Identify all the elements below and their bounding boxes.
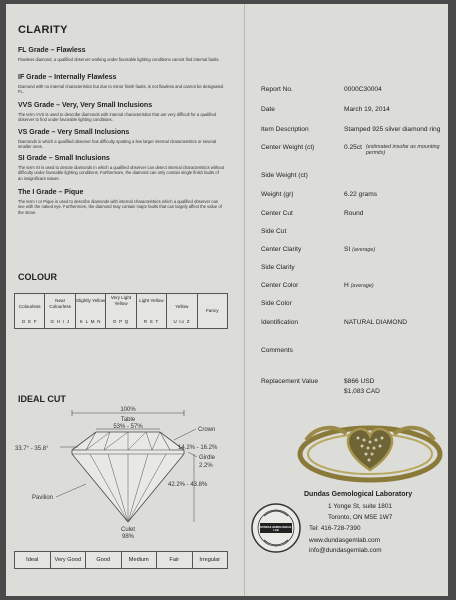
- colour-label: Yellow: [175, 304, 189, 309]
- clarity-desc-if: Diamond with no internal characteristics but due to minor finish faults, is not flawless and cannot be designated FL.: [18, 84, 224, 95]
- report-value: Round: [344, 210, 364, 217]
- clarity-grade-i: The I Grade – Pique: [18, 189, 84, 196]
- ideal-cut-diagram: [10, 404, 236, 544]
- colour-range: O P Q: [112, 319, 130, 324]
- report-label: Center Color: [261, 282, 299, 289]
- lab-name: Dundas Gemological Laboratory: [304, 491, 413, 498]
- ring-photo: [296, 410, 444, 486]
- lab-address-1: 1 Yonge St, suite 1801: [328, 503, 392, 510]
- colour-title: COLOUR: [18, 272, 57, 282]
- pavilion-label: Pavilion: [32, 495, 54, 501]
- clarity-grade-if: IF Grade – Internally Flawless: [18, 74, 117, 81]
- lab-address-2: Toronto, ON M5E 1W7: [328, 514, 393, 521]
- clarity-grade-fl: FL Grade – Flawless: [18, 47, 86, 54]
- colour-scale-table: [14, 293, 228, 329]
- colour-range: G H I J: [50, 319, 70, 324]
- cut-grade-table: [14, 551, 228, 569]
- colour-range: U to Z: [173, 319, 191, 324]
- girdle-label: Girdle: [199, 455, 216, 461]
- report-label: Date: [261, 106, 275, 113]
- cut-grade-cell: Irregular: [199, 556, 221, 563]
- lab-website: www.dundasgemlab.com: [309, 537, 381, 544]
- table-label: Table: [120, 417, 136, 423]
- heart-icon: [348, 429, 392, 470]
- center-color-value: H: [344, 282, 349, 289]
- lab-phone: Tel: 416-728-7390: [309, 525, 361, 532]
- colour-label: Fancy: [205, 308, 219, 313]
- report-label: Side Color: [261, 300, 292, 307]
- total-width-label: 100%: [120, 407, 136, 413]
- report-value-cad: $1,083 CAD: [344, 388, 380, 395]
- report-label: Center Weight (ct): [261, 144, 315, 151]
- report-label: Side Clarity: [261, 264, 295, 271]
- colour-range: K L M N: [79, 319, 102, 324]
- colour-cell: [137, 294, 167, 328]
- report-value: NATURAL DIAMOND: [344, 319, 408, 326]
- report-value: 0000C30004: [344, 86, 382, 93]
- crown-label: Crown: [198, 427, 216, 433]
- colour-cell: [106, 294, 136, 328]
- center-clarity-note: (average): [352, 247, 376, 253]
- center-weight-note: (estimated insofar as mounting permits): [365, 144, 440, 156]
- pavilion-depth-label: 42.2% - 43.8%: [168, 482, 208, 488]
- report-value: 6.22 grams: [344, 191, 377, 198]
- colour-label: Slightly Yellow: [75, 298, 106, 303]
- seal-text: DUNDAS GEMOLOGICAL LAB: [260, 526, 292, 532]
- clarity-desc-vs: Diamonds in which a qualified observer has difficulty spotting a few larger internal characteristics or several smaller ones.: [18, 139, 217, 150]
- report-value: $866 USD: [344, 378, 375, 385]
- report-label: Identification: [261, 319, 299, 326]
- clarity-desc-i: The term I or Pique is used to describe diamonds with internal characteristics which a qualified observer can see with the naked eye. Furthermore, the diamond may contain major faults that can largely affect the value of the stone.: [18, 199, 222, 215]
- clarity-desc-si: The term SI is used to denote diamonds in which a qualified observer can detect internal characteristics without difficulty under favorable lighting conditions. Furthermore, the diamond can only contain single finish faults of an insignificant nature.: [18, 165, 224, 181]
- colour-cell: [15, 294, 45, 328]
- report-label: Side Cut: [261, 228, 287, 235]
- crown-height-label: 14.2% - 16.2%: [178, 445, 218, 451]
- cut-grade-cell: Very Good: [51, 552, 87, 568]
- colour-cell: [45, 294, 75, 328]
- center-color-note: (average): [350, 283, 374, 289]
- center-weight-value: 0.25ct: [344, 144, 362, 151]
- colour-cell: [198, 294, 227, 328]
- fold-line: [244, 4, 245, 596]
- table-range-label: 53% - 57%: [113, 424, 143, 430]
- report-label: Replacement Value: [261, 378, 319, 385]
- cut-grade-cell: Medium: [122, 552, 158, 568]
- colour-label: Light Yellow: [139, 298, 164, 303]
- report-label: Center Cut: [261, 210, 293, 217]
- colour-range: R S T: [143, 319, 159, 324]
- report-value: March 19, 2014: [344, 106, 390, 113]
- colour-range: D E F: [22, 319, 38, 324]
- culet-label: Culet: [120, 527, 136, 533]
- clarity-title: CLARITY: [18, 24, 68, 36]
- colour-label: Very Light Yellow: [110, 295, 132, 306]
- lab-email: info@dundasgemlab.com: [309, 547, 382, 554]
- clarity-desc-fl: Flawless diamond, a qualified observer working under favorable lighting conditions cannot find internal faults.: [18, 57, 220, 62]
- cut-grade-cell: Fair: [157, 552, 193, 568]
- clarity-grade-vvs: VVS Grade – Very, Very Small Inclusions: [18, 102, 153, 109]
- report-label: Weight (gr): [261, 191, 294, 198]
- clarity-grade-si: SI Grade – Small Inclusions: [18, 155, 110, 162]
- ideal-cut-title: IDEAL CUT: [18, 394, 66, 404]
- colour-cell: [76, 294, 106, 328]
- cut-grade-cell: Good: [86, 552, 122, 568]
- certificate-sheet: [6, 4, 448, 596]
- report-label: Side Weight (ct): [261, 172, 308, 179]
- center-clarity-value: SI: [344, 246, 351, 253]
- culet-pct-label: 98%: [121, 534, 135, 540]
- report-label: Report No.: [261, 86, 293, 93]
- report-value: Stamped 925 silver diamond ring: [344, 126, 441, 133]
- report-label: Center Clarity: [261, 246, 302, 253]
- girdle-pct-label: 2.2%: [199, 463, 213, 469]
- crown-angle-label: 33.7° - 35.8°: [15, 446, 49, 452]
- report-value: [344, 246, 375, 253]
- report-label: Item Description: [261, 126, 309, 133]
- report-value: [344, 144, 442, 156]
- colour-label: Near Colourless: [49, 298, 71, 309]
- report-label: Comments: [261, 347, 293, 354]
- colour-cell: [167, 294, 197, 328]
- clarity-grade-vs: VS Grade – Very Small Inclusions: [18, 129, 130, 136]
- colour-label: Colourless: [18, 304, 41, 309]
- clarity-desc-vvs: The term VVS is used to describe diamonds with internal characteristics that are very difficult for a qualified observer to find under favorable lighting conditions.: [18, 112, 216, 123]
- report-value: [344, 282, 374, 289]
- cut-grade-cell: Ideal: [15, 552, 51, 568]
